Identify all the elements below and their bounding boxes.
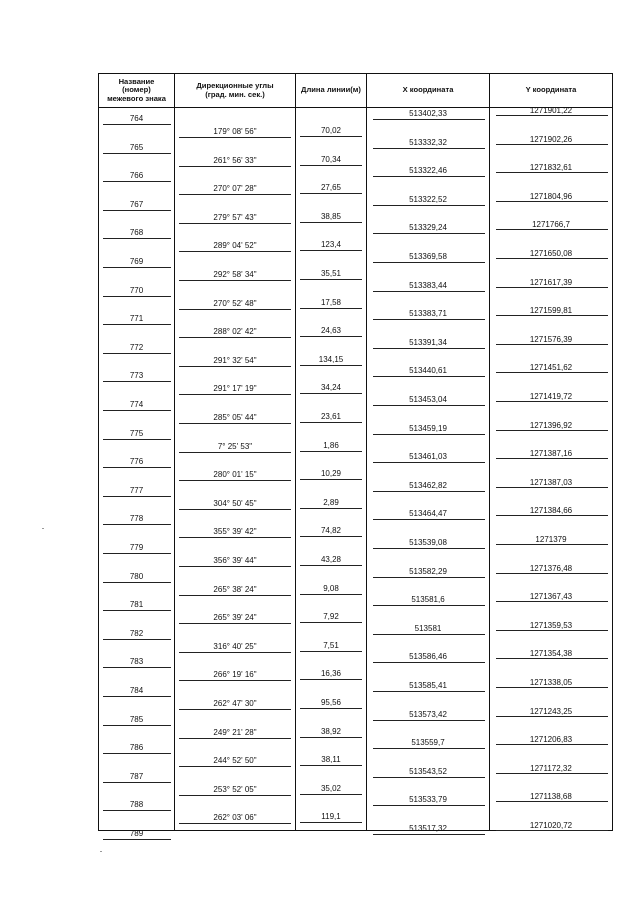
point-number: 780 [129,571,144,581]
row-rule [103,696,171,697]
row-rule [373,720,485,721]
line-length: 34,24 [320,383,342,393]
row-rule [373,462,485,463]
row-rule [103,439,171,440]
direction-angle: 262° 47' 30" [213,699,257,708]
row-rule [300,365,362,366]
row-rule [496,258,608,259]
row-rule [179,537,291,538]
direction-angle: 262° 03' 06" [213,813,257,823]
row-rule [103,238,171,239]
scan-speck [100,851,102,852]
row-rule [179,509,291,510]
line-length: 35,51 [320,269,342,278]
line-length: 7,51 [323,640,339,650]
row-rule [300,508,362,509]
x-coordinate: 513462,82 [409,480,447,490]
row-rule [103,524,171,525]
line-length: 2,89 [323,497,339,507]
row-rule [103,639,171,640]
scan-speck [42,528,44,529]
row-rule [373,205,485,206]
point-number: 771 [129,314,144,324]
direction-angle: 261° 56' 33" [213,155,257,165]
y-coordinate: 1271419,72 [529,392,573,401]
point-number: 774 [129,400,144,409]
point-number: 783 [129,657,144,667]
row-rule [103,153,171,154]
line-length: 74,82 [320,526,342,536]
row-rule [496,830,608,831]
y-coordinate: 1271576,39 [529,334,573,344]
direction-angle: 7° 25' 53" [217,441,253,451]
x-coordinate: 513440,61 [409,366,447,376]
row-rule [300,393,362,394]
direction-angle: 292° 58' 34" [213,270,257,279]
header-y: Y координата [525,85,577,95]
row-rule [496,515,608,516]
y-coordinate: 1271650,08 [529,249,573,258]
row-rule [300,622,362,623]
point-number: 768 [129,228,144,238]
point-number: 785 [129,714,144,724]
row-rule [300,594,362,595]
y-coordinate: 1271138,68 [530,792,572,802]
y-coordinate: 1271387,03 [529,477,573,487]
point-number: 777 [129,485,144,495]
x-coordinate: 513517,32 [409,824,447,833]
row-rule [300,479,362,480]
row-rule [373,291,485,292]
line-length: 35,02 [320,783,342,793]
row-rule [179,823,291,824]
row-rule [179,452,291,453]
y-coordinate: 1271451,62 [529,363,573,373]
direction-angle: 291° 32' 54" [213,355,257,365]
row-rule [496,487,608,488]
row-rule [300,737,362,738]
row-rule [496,801,608,802]
point-number: 781 [129,600,144,610]
point-number: 769 [129,257,144,266]
y-coordinate: 1271367,43 [529,592,573,602]
row-rule [300,422,362,423]
direction-angle: 265° 39' 24" [213,613,257,623]
row-rule [496,144,608,145]
point-number: 776 [129,457,144,467]
point-number: 787 [129,771,144,781]
x-coordinate: 513464,47 [409,509,447,519]
row-rule [300,536,362,537]
row-rule [103,324,171,325]
header-name: Название (номер) межевого знака [107,76,166,103]
y-coordinate: 1271379 [535,535,567,544]
x-coordinate: 513461,03 [409,452,447,462]
row-rule [496,229,608,230]
row-rule [179,251,291,252]
line-length: 123,4 [320,240,342,250]
line-length: 27,65 [320,183,342,193]
row-rule [300,336,362,337]
point-number: 775 [129,428,144,438]
row-rule [496,630,608,631]
direction-angle: 304° 50' 45" [213,498,257,508]
direction-angle: 288° 02' 42" [213,327,257,337]
point-number: 772 [129,342,144,352]
line-length: 95,56 [320,698,342,707]
line-length: 134,15 [318,354,344,364]
y-coordinate: 1271243,25 [529,706,573,716]
row-rule [373,119,485,120]
direction-angle: 244° 52' 50" [213,756,257,766]
row-rule [373,491,485,492]
line-length: 119,1 [321,812,341,822]
row-rule [179,480,291,481]
y-coordinate: 1271901,22 [529,106,573,115]
row-rule [373,577,485,578]
row-rule [179,137,291,138]
line-length: 70,02 [320,126,342,135]
x-coordinate: 513539,08 [409,538,447,547]
row-rule [496,773,608,774]
row-rule [103,210,171,211]
row-rule [300,794,362,795]
row-rule [373,262,485,263]
direction-angle: 279° 57' 43" [213,212,257,222]
row-rule [373,691,485,692]
row-rule [179,766,291,767]
point-number: 789 [129,829,144,838]
x-coordinate: 513322,52 [409,194,447,204]
row-rule [103,753,171,754]
point-number: 786 [129,743,144,753]
y-coordinate: 1271206,83 [529,735,573,745]
row-rule [496,687,608,688]
row-rule [103,667,171,668]
row-rule [373,233,485,234]
header-x: X координата [402,85,454,95]
direction-angle: 270° 07' 28" [213,184,257,194]
direction-angle: 355° 39' 42" [213,527,257,537]
row-rule [373,519,485,520]
row-rule [103,782,171,783]
y-coordinate: 1271766,7 [532,220,570,230]
y-coordinate: 1271804,96 [529,191,573,201]
point-number: 766 [129,171,144,181]
row-rule [300,765,362,766]
row-rule [496,372,608,373]
row-rule [179,709,291,710]
header-length: Длина линии(м) [301,85,361,95]
row-rule [373,834,485,835]
coordinates-table [98,73,613,838]
row-rule [373,634,485,635]
line-length: 17,58 [320,297,342,307]
row-rule [300,165,362,166]
row-rule [103,496,171,497]
row-rule [179,366,291,367]
point-number: 784 [129,686,144,695]
x-coordinate: 513402,33 [409,109,447,118]
row-rule [179,280,291,281]
direction-angle: 289° 04' 52" [213,241,257,251]
row-rule [103,610,171,611]
row-rule [179,795,291,796]
row-rule [496,115,608,116]
row-rule [496,287,608,288]
row-rule [373,319,485,320]
y-coordinate: 1271172,32 [530,763,572,773]
row-rule [373,748,485,749]
x-coordinate: 513543,52 [409,766,447,776]
row-rule [300,279,362,280]
row-rule [103,124,171,125]
direction-angle: 356° 39' 44" [213,556,257,565]
row-rule [373,376,485,377]
row-rule [103,296,171,297]
row-rule [496,430,608,431]
row-rule [103,839,171,840]
direction-angle: 291° 17' 19" [213,384,257,394]
x-coordinate: 513582,29 [409,566,447,576]
row-rule [496,315,608,316]
line-length: 1,86 [323,440,339,450]
x-coordinate: 513559,7 [411,738,445,748]
row-rule [103,381,171,382]
y-coordinate: 1271396,92 [529,420,573,430]
row-rule [373,348,485,349]
y-coordinate: 1271354,38 [529,649,573,659]
row-rule [373,777,485,778]
row-rule [103,582,171,583]
row-rule [373,434,485,435]
point-number: 778 [129,514,144,524]
row-rule [496,601,608,602]
point-number: 765 [129,142,144,152]
direction-angle: 179° 08' 56" [213,127,257,136]
point-number: 782 [129,628,144,638]
y-coordinate: 1271387,16 [529,449,573,459]
line-length: 24,63 [320,326,342,336]
row-rule [179,738,291,739]
row-rule [179,652,291,653]
line-length: 38,85 [320,211,342,221]
row-rule [373,405,485,406]
row-rule [103,267,171,268]
row-rule [179,680,291,681]
x-coordinate: 513369,58 [409,252,447,261]
x-coordinate: 513581 [414,623,442,633]
row-rule [300,193,362,194]
x-coordinate: 513453,04 [409,395,447,404]
row-rule [179,423,291,424]
x-coordinate: 513586,46 [409,652,447,662]
x-coordinate: 513383,71 [409,309,447,319]
row-rule [496,172,608,173]
row-rule [496,401,608,402]
row-rule [103,467,171,468]
row-rule [300,679,362,680]
row-rule [103,353,171,354]
y-coordinate: 1271376,48 [529,563,573,573]
x-coordinate: 513533,79 [409,795,447,805]
row-rule [179,394,291,395]
row-rule [103,181,171,182]
row-rule [179,309,291,310]
x-coordinate: 513585,41 [409,681,447,690]
line-length: 23,61 [320,412,342,421]
row-rule [300,308,362,309]
row-rule [373,548,485,549]
y-coordinate: 1271902,26 [529,134,573,144]
x-coordinate: 513391,34 [409,337,447,347]
point-number: 767 [129,199,144,209]
x-coordinate: 513459,19 [409,423,447,433]
row-rule [179,166,291,167]
row-rule [300,651,362,652]
line-length: 9,08 [323,583,339,593]
row-rule [179,566,291,567]
point-number: 779 [129,543,144,552]
row-rule [103,810,171,811]
row-rule [179,623,291,624]
row-rule [179,194,291,195]
direction-angle: 249° 21' 28" [213,727,257,737]
row-rule [496,201,608,202]
direction-angle: 266° 19' 16" [213,670,257,680]
line-length: 70,34 [320,154,342,164]
line-length: 10,29 [320,469,342,479]
row-rule [496,573,608,574]
row-rule [300,822,362,823]
y-coordinate: 1271338,05 [529,678,573,687]
x-coordinate: 513383,44 [409,280,447,290]
line-length: 43,28 [320,555,342,564]
line-length: 16,36 [320,669,342,679]
row-rule [496,658,608,659]
direction-angle: 253° 52' 05" [213,784,257,794]
row-rule [103,725,171,726]
row-rule [373,176,485,177]
row-rule [373,805,485,806]
point-number: 788 [129,800,144,810]
x-coordinate: 513581,6 [411,595,445,605]
row-rule [496,544,608,545]
direction-angle: 270° 52' 48" [213,298,257,308]
x-coordinate: 513329,24 [409,223,447,233]
row-rule [496,458,608,459]
point-number: 770 [129,285,144,295]
point-number: 773 [129,371,144,381]
row-rule [103,553,171,554]
y-coordinate: 1271832,61 [529,163,573,173]
row-rule [103,410,171,411]
y-coordinate: 1271384,66 [529,506,573,516]
line-length: 38,11 [321,755,341,765]
y-coordinate: 1271599,81 [529,306,573,316]
direction-angle: 316° 40' 25" [213,641,257,651]
row-rule [179,223,291,224]
row-rule [496,716,608,717]
row-rule [179,595,291,596]
row-rule [496,744,608,745]
row-rule [373,605,485,606]
x-coordinate: 513573,42 [409,709,447,719]
line-length: 38,92 [320,726,342,736]
y-coordinate: 1271359,53 [529,620,573,630]
row-rule [496,344,608,345]
row-rule [300,565,362,566]
row-rule [300,708,362,709]
row-rule [373,148,485,149]
row-rule [300,136,362,137]
header-angle: Дирекционные углы (град. мин. сек.) [196,81,274,99]
y-coordinate: 1271020,72 [529,821,573,830]
row-rule [179,337,291,338]
point-number: 764 [129,114,144,123]
row-rule [300,250,362,251]
y-coordinate: 1271617,39 [529,277,573,287]
row-rule [373,662,485,663]
direction-angle: 280° 01' 15" [213,470,257,480]
line-length: 7,92 [323,612,339,622]
direction-angle: 285° 05' 44" [213,413,257,422]
row-rule [300,451,362,452]
x-coordinate: 513322,46 [409,166,447,176]
direction-angle: 265° 38' 24" [213,584,257,594]
x-coordinate: 513332,32 [409,137,447,147]
row-rule [300,222,362,223]
